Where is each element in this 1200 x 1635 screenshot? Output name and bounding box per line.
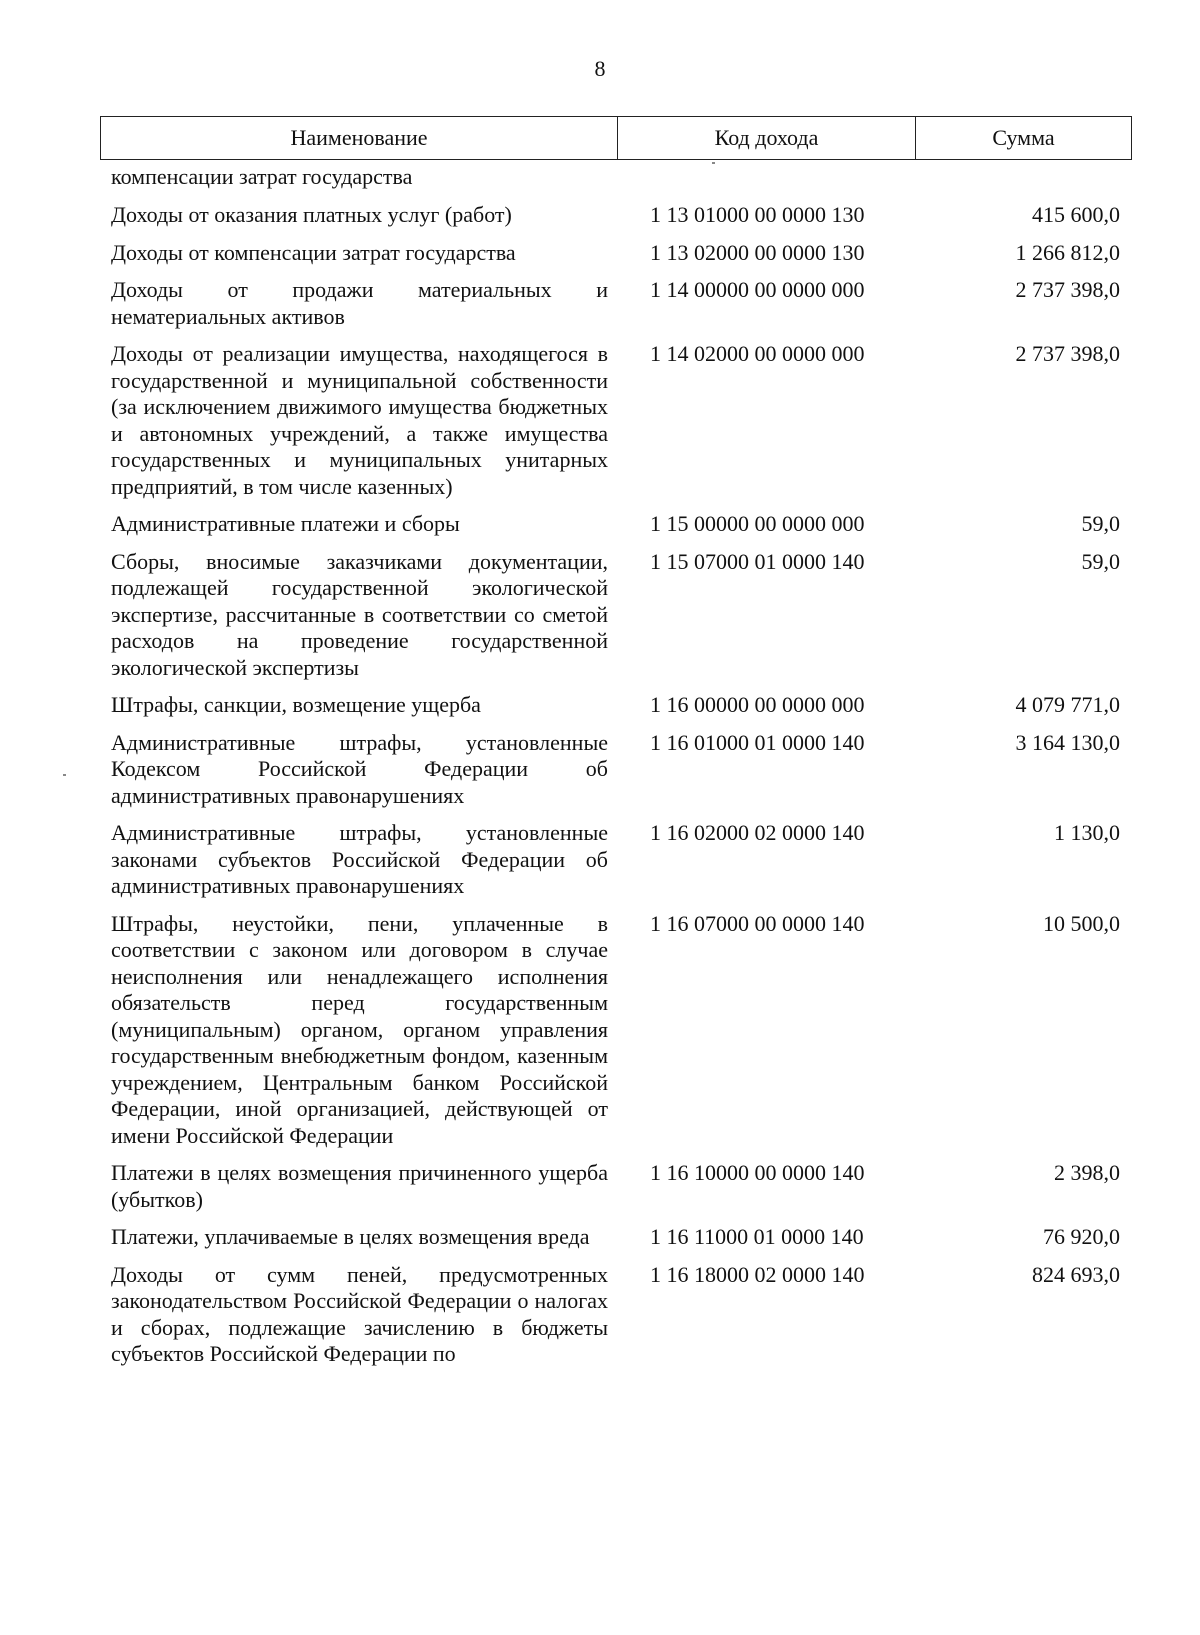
page-number: 8 [594, 56, 606, 81]
income-sum: 10 500,0 [1043, 910, 1120, 936]
header-name: Наименование [101, 117, 618, 159]
income-code: 1 13 02000 00 0000 130 [650, 239, 865, 265]
income-sum: 2 398,0 [1054, 1160, 1120, 1185]
income-code: 1 16 11000 01 0000 140 [650, 1224, 864, 1249]
income-sum: 59,0 [1081, 548, 1120, 574]
table-row [100, 1160, 1132, 1213]
income-code: 1 16 10000 00 0000 140 [650, 1160, 865, 1185]
table-row [100, 911, 1132, 1150]
income-sum: 59,0 [1081, 511, 1120, 536]
scan-speck [63, 774, 66, 776]
header-sum: Сумма [992, 125, 1055, 150]
income-sum: 2 737 398,0 [1015, 341, 1120, 366]
table-row [100, 692, 1132, 719]
header-code: Код дохода [618, 117, 916, 159]
income-sum: 3 164 130,0 [1015, 729, 1120, 755]
table-body [100, 202, 1132, 1379]
income-sum: 4 079 771,0 [1015, 692, 1120, 717]
income-name: Сборы, вносимые заказчиками документации, подлежащей государственной экологической экспертизе, рассчитанные в соответствии со сметой расходов на проведение государственной экологической экспертизы [111, 548, 608, 680]
income-sum: 2 737 398,0 [1015, 277, 1120, 302]
income-name: Административные платежи и сборы [111, 511, 460, 536]
income-sum: 76 920,0 [1043, 1224, 1120, 1249]
income-name: Административные штрафы, установленные Кодексом Российской Федерации об административных правонарушениях [111, 729, 608, 808]
table-row [100, 240, 1132, 267]
income-sum: 1 266 812,0 [1015, 239, 1120, 265]
income-code: 1 16 01000 01 0000 140 [650, 729, 865, 755]
income-code: 1 16 07000 00 0000 140 [650, 910, 865, 936]
income-name: Штрафы, неустойки, пени, уплаченные в соответствии с законом или договором в случае неисполнения или ненадлежащего исполнения обязательств перед государственным (муниципальным) органом, органом управления государственным внебюджетным фондом, казенным учреждением, Центральным банком Российской Федерации, иной организацией, действующей от имени Российской Федерации [111, 910, 608, 1148]
income-name: Доходы от компенсации затрат государства [111, 239, 516, 265]
income-sum: 824 693,0 [1032, 1261, 1120, 1287]
table-row [100, 1262, 1132, 1368]
income-code: 1 15 00000 00 0000 000 [650, 511, 865, 536]
table-row [100, 730, 1132, 810]
income-name: Доходы от сумм пеней, предусмотренных законодательством Российской Федерации о налогах и сборах, подлежащие зачислению в бюджеты субъектов Российской Федерации по [111, 1261, 608, 1366]
scan-speck [712, 162, 715, 164]
income-name: Доходы от оказания платных услуг (работ) [111, 202, 512, 227]
income-name: Платежи, уплачиваемые в целях возмещения вреда [111, 1224, 590, 1249]
income-code: 1 16 18000 02 0000 140 [650, 1261, 865, 1287]
income-code: 1 15 07000 01 0000 140 [650, 548, 865, 574]
income-name: Доходы от реализации имущества, находящегося в государственной и муниципальной собственности (за исключением движимого имущества бюджетных и автономных учреждений, а также имущества государственных и муниципальных унитарных предприятий, в том числе казенных) [111, 341, 608, 499]
table-row [100, 1224, 1132, 1251]
income-name: Административные штрафы, установленные законами субъектов Российской Федерации об административных правонарушениях [111, 820, 608, 898]
income-name: Доходы от продажи материальных и нематериальных активов [111, 277, 608, 329]
income-name: Штрафы, санкции, возмещение ущерба [111, 692, 481, 717]
income-code: 1 14 02000 00 0000 000 [650, 341, 865, 366]
table-row [100, 511, 1132, 538]
table-row [100, 341, 1132, 500]
table-row [100, 202, 1132, 229]
income-sum: 415 600,0 [1032, 202, 1120, 227]
table-row [100, 549, 1132, 682]
table-row [100, 277, 1132, 330]
table-row [100, 820, 1132, 900]
table-header [100, 116, 1132, 160]
continuation-text: компенсации затрат государства [111, 164, 413, 189]
income-code: 1 14 00000 00 0000 000 [650, 277, 865, 302]
income-code: 1 16 00000 00 0000 000 [650, 692, 865, 717]
income-code: 1 13 01000 00 0000 130 [650, 202, 865, 227]
income-code: 1 16 02000 02 0000 140 [650, 820, 865, 845]
income-sum: 1 130,0 [1054, 820, 1120, 845]
income-name: Платежи в целях возмещения причиненного ущерба (убытков) [111, 1160, 608, 1212]
